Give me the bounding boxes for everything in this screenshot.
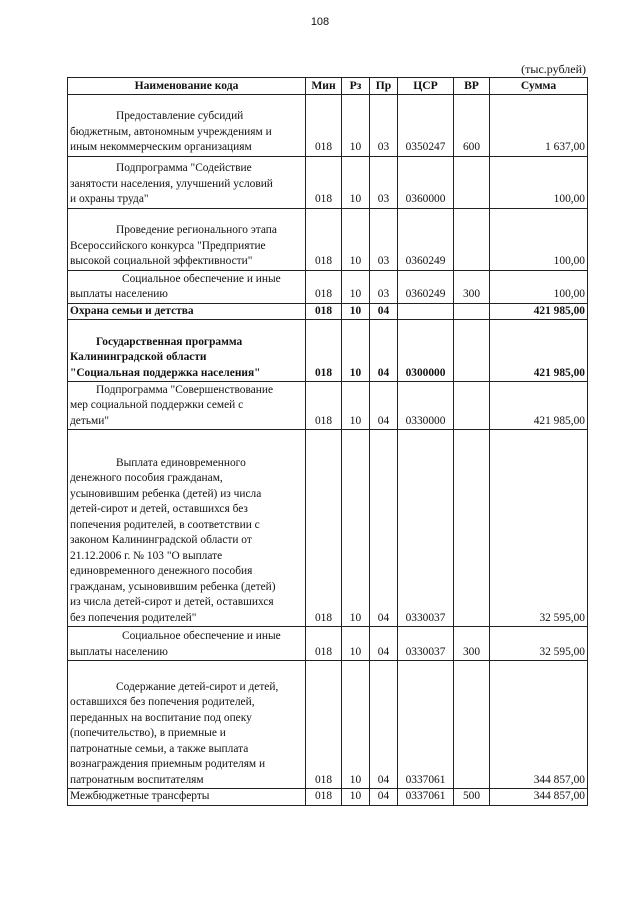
row-min: 018 — [306, 270, 342, 303]
row-rz: 10 — [342, 303, 370, 320]
row-rz: 10 — [342, 208, 370, 270]
row-vr — [454, 156, 490, 208]
row-sum: 100,00 — [490, 270, 588, 303]
row-name-line: вознаграждения приемным родителям и — [70, 758, 266, 770]
row-vr — [454, 208, 490, 270]
row-name-line: высокой социальной эффективности" — [70, 255, 253, 267]
row-name-line: денежного пособия гражданам, — [70, 472, 223, 484]
row-name-line: переданных на воспитание под опеку — [70, 711, 252, 724]
table-row — [68, 627, 588, 661]
row-name-line: Государственная программа — [96, 335, 243, 348]
row-name-line: Социальное обеспечение и иные — [122, 630, 281, 642]
row-name — [68, 789, 306, 806]
table-header-row — [68, 78, 588, 95]
row-vr: 500 — [454, 789, 490, 806]
row-name-line: 21.12.2006 г. № 103 "О выплате — [70, 549, 223, 562]
header-vr: ВР — [454, 78, 490, 95]
row-name-line: "Социальная поддержка населения" — [70, 366, 261, 379]
row-name — [68, 270, 306, 303]
row-csr: 0330000 — [398, 382, 454, 430]
row-name-line: детей-сирот и детей, оставшихся без — [70, 503, 248, 515]
row-name-line: занятости населения, улучшений условий — [70, 177, 273, 190]
header-csr: ЦСР — [398, 78, 454, 95]
row-min: 018 — [306, 208, 342, 270]
row-pr: 04 — [370, 661, 398, 789]
row-csr — [398, 303, 454, 320]
row-name-line: Подпрограмма "Совершенствование — [96, 383, 274, 396]
row-sum: 32 595,00 — [490, 430, 588, 627]
row-name-line: усыновившим ребенка (детей) из числа — [70, 487, 262, 500]
row-name-line: оставшихся без попечения родителей, — [70, 696, 255, 708]
row-name-line: Социальное обеспечение и иные — [122, 272, 281, 285]
row-rz: 10 — [342, 661, 370, 789]
row-name-line: без попечения родителей" — [70, 611, 197, 624]
row-sum: 100,00 — [490, 208, 588, 270]
row-sum: 1 637,00 — [490, 94, 588, 156]
row-min: 018 — [306, 303, 342, 320]
row-name-line: (попечительство), в приемные и — [70, 727, 226, 739]
row-pr: 03 — [370, 270, 398, 303]
row-name-line: законом Калининградской области от — [70, 534, 252, 546]
row-csr: 0360000 — [398, 156, 454, 208]
row-name-line: попечения родителей, в соответствии с — [70, 518, 260, 531]
budget-table — [67, 77, 588, 806]
header-pr: Пр — [370, 78, 398, 95]
row-pr: 04 — [370, 430, 398, 627]
row-name — [68, 382, 306, 430]
row-name — [68, 303, 306, 320]
table-row — [68, 208, 588, 270]
row-name — [68, 94, 306, 156]
row-name-line: Выплата единовременного — [116, 456, 246, 469]
header-min: Мин — [306, 78, 342, 95]
row-csr: 0330037 — [398, 627, 454, 661]
table-row — [68, 270, 588, 303]
row-pr: 04 — [370, 303, 398, 320]
row-name — [68, 156, 306, 208]
row-rz: 10 — [342, 430, 370, 627]
row-min: 018 — [306, 156, 342, 208]
row-name-line: Калининградской области — [70, 351, 207, 363]
row-min: 018 — [306, 382, 342, 430]
row-csr: 0337061 — [398, 661, 454, 789]
table-row — [68, 156, 588, 208]
row-rz: 10 — [342, 382, 370, 430]
row-sum: 344 857,00 — [490, 661, 588, 789]
units-label: (тыс.рублей) — [521, 62, 586, 76]
row-rz: 10 — [342, 156, 370, 208]
row-name-line: Предоставление субсидий — [116, 110, 244, 122]
table-row — [68, 303, 588, 320]
row-name-line: Охрана семьи и детства — [70, 304, 194, 317]
row-name — [68, 320, 306, 382]
row-name — [68, 430, 306, 627]
row-sum: 32 595,00 — [490, 627, 588, 661]
row-vr — [454, 661, 490, 789]
row-min: 018 — [306, 94, 342, 156]
row-pr: 03 — [370, 208, 398, 270]
row-name-line: Проведение регионального этапа — [116, 224, 277, 236]
row-min: 018 — [306, 789, 342, 806]
row-vr — [454, 303, 490, 320]
table-row — [68, 94, 588, 156]
table-row — [68, 661, 588, 789]
row-pr: 04 — [370, 627, 398, 661]
row-sum: 421 985,00 — [490, 382, 588, 430]
row-csr: 0300000 — [398, 320, 454, 382]
row-min: 018 — [306, 430, 342, 627]
row-sum: 100,00 — [490, 156, 588, 208]
row-sum: 421 985,00 — [490, 320, 588, 382]
row-name-line: детьми" — [70, 414, 109, 427]
row-sum: 421 985,00 — [490, 303, 588, 320]
row-name — [68, 661, 306, 789]
row-vr — [454, 430, 490, 627]
row-name-line: выплаты населению — [70, 288, 168, 300]
row-csr: 0360249 — [398, 208, 454, 270]
table-row — [68, 430, 588, 627]
row-vr: 300 — [454, 627, 490, 661]
row-name-line: выплаты населению — [70, 645, 168, 658]
header-sum: Сумма — [490, 78, 588, 95]
row-min: 018 — [306, 627, 342, 661]
row-name-line: единовременного денежного пособия — [70, 565, 253, 577]
row-rz: 10 — [342, 94, 370, 156]
page-number: 108 — [310, 16, 330, 28]
row-pr: 04 — [370, 320, 398, 382]
row-name-line: мер социальной поддержки семей с — [70, 399, 244, 411]
row-name-line: из числа детей-сирот и детей, оставшихся — [70, 596, 274, 608]
row-name-line: Содержание детей-сирот и детей, — [116, 680, 279, 693]
row-vr: 600 — [454, 94, 490, 156]
table-row — [68, 320, 588, 382]
row-rz: 10 — [342, 627, 370, 661]
row-csr: 0360249 — [398, 270, 454, 303]
row-name-line: Межбюджетные трансферты — [70, 790, 210, 802]
row-name-line: гражданам, усыновившим ребенка (детей) — [70, 580, 276, 593]
row-name-line: иным некоммерческим организациям — [70, 141, 252, 153]
row-rz: 10 — [342, 270, 370, 303]
row-name — [68, 208, 306, 270]
row-name-line: Подпрограмма "Содействие — [116, 162, 252, 174]
row-name — [68, 627, 306, 661]
row-pr: 04 — [370, 382, 398, 430]
header-name: Наименование кода — [68, 78, 306, 95]
row-sum: 344 857,00 — [490, 789, 588, 806]
row-name-line: Всероссийского конкурса "Предприятие — [70, 239, 266, 252]
row-name-line: бюджетным, автономным учреждениям и — [70, 125, 272, 138]
row-min: 018 — [306, 320, 342, 382]
table-row — [68, 382, 588, 430]
row-rz: 10 — [342, 320, 370, 382]
row-vr: 300 — [454, 270, 490, 303]
row-csr: 0330037 — [398, 430, 454, 627]
row-pr: 03 — [370, 94, 398, 156]
row-rz: 10 — [342, 789, 370, 806]
row-vr — [454, 320, 490, 382]
row-name-line: и охраны труда" — [70, 193, 149, 205]
row-name-line: патронатным воспитателям — [70, 773, 204, 786]
header-rz: Рз — [342, 78, 370, 95]
table-row — [68, 789, 588, 806]
row-pr: 03 — [370, 156, 398, 208]
row-pr: 04 — [370, 789, 398, 806]
row-name-line: патронатные семьи, а также выплата — [70, 742, 249, 755]
row-csr: 0337061 — [398, 789, 454, 806]
row-csr: 0350247 — [398, 94, 454, 156]
row-min: 018 — [306, 661, 342, 789]
row-vr — [454, 382, 490, 430]
